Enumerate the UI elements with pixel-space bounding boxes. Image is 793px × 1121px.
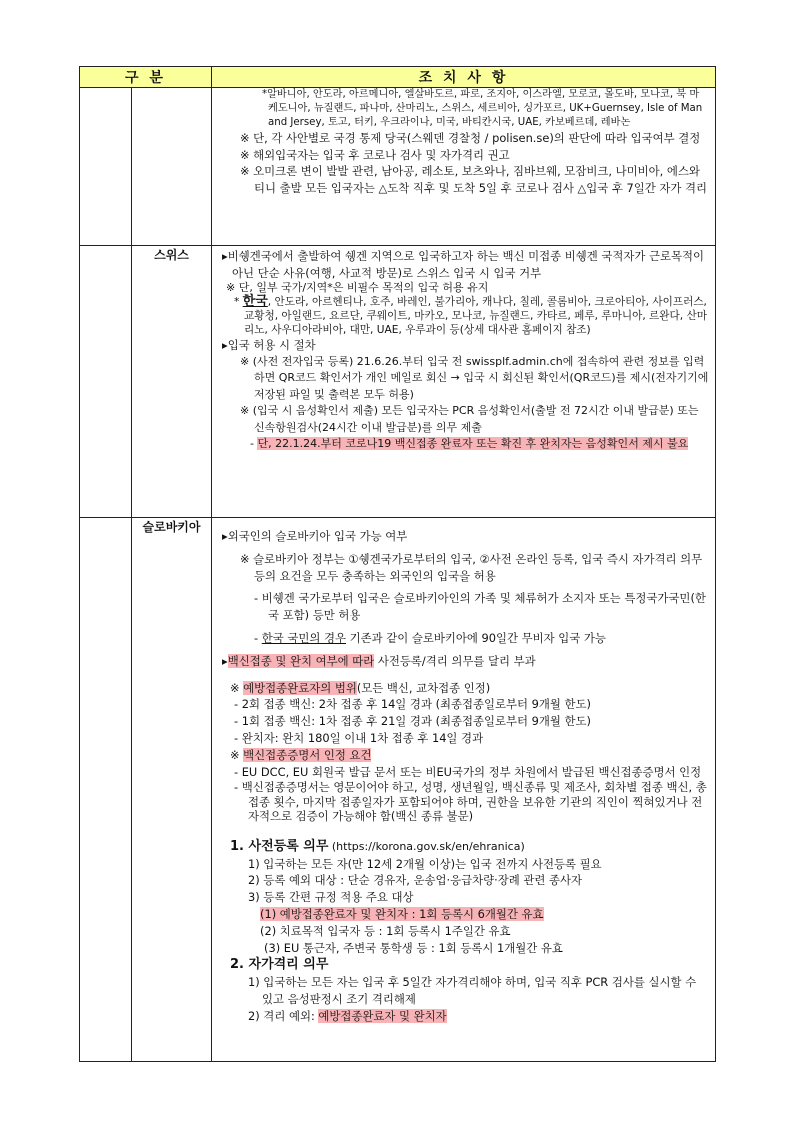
empty-cell — [80, 518, 132, 1062]
dash: - — [254, 630, 262, 645]
asterisk: * — [234, 296, 243, 308]
exception-prefix: 2) 격리 예외: — [248, 1008, 319, 1023]
slovakia-non-schengen: - 비쉥겐 국가로부터 입국은 슬로바키아인의 가족 및 체류허가 소지자 또는 특정국가국민(한국 포함) 등만 허용 — [254, 591, 706, 623]
eu-dcc: - EU DCC, EU 회원국 발급 문서 또는 비EU국가의 정부 차원에서 발급된 백신접종증명서 인정 — [234, 764, 702, 779]
pre-registration-title: 1. 사전등록 의무 — [230, 838, 329, 854]
pre-registration-exceptions: 2) 등록 예외 대상 : 단순 경유자, 운송업·응급차량·장례 관련 종사자 — [248, 873, 583, 888]
two-dose-rule: - 2회 접종 백신: 2차 접종 후 14일 경과 (최종접종일로부터 9개월 한도) — [234, 697, 591, 712]
pre-registration-simple: 3) 등록 간편 규정 적용 주요 대상 — [248, 890, 414, 905]
arrow: ▸ — [222, 653, 228, 668]
measures-cell — [212, 518, 716, 1062]
certificate-requirements — [220, 747, 709, 764]
measures-table — [79, 66, 716, 1062]
quarantine-exception — [220, 1008, 709, 1025]
slovakia-vaccine-obligation — [220, 653, 709, 670]
countries-list: *알바니아, 안도라, 아르메니아, 엘살바도르, 파로, 조지아, 이스라엘, 모로코, 몰도바, 모나코, 북 마케도니아, 뉴질랜드, 파나마, 산마리노, 스위스, 세르비아, 싱가포르, UK+Guernsey, Isle of Man and Jersey, 토고, 터키, 우크라이나, 미국, 바티칸시국, UAE, 카보베르데, 레바논 — [262, 89, 703, 128]
country-switzerland: 스위스 — [132, 246, 212, 518]
swiss-entry-denial: ▸비쉥겐국에서 출발하여 쉥겐 지역으로 입국하고자 하는 백신 미접종 비쉥겐 국적자가 근로목적이 아닌 단순 사유(여행, 사교적 방문)로 스위스 입국 시 입국 거부 — [222, 249, 705, 280]
header-measures: 조 치 사 항 — [212, 67, 716, 88]
swiss-exception: ※ 단, 일부 국가/지역*은 비필수 목적의 입국 허용 유지 — [226, 281, 489, 294]
empty-cell — [80, 246, 132, 518]
table-row — [80, 518, 716, 1062]
quarantine-all: 1) 입국하는 모든 자는 입국 후 5일간 자가격리해야 하며, 입국 직후 PCR 검사를 실시할 수 있고 음성판정시 조기 격리해제 — [248, 975, 697, 1007]
swiss-procedure-title: ▸입국 허용 시 절차 — [222, 338, 316, 352]
note-mark: ※ — [230, 680, 244, 695]
header-category: 구 분 — [80, 67, 212, 88]
simple-commuters: (3) EU 통근자, 주변국 통학생 등 : 1회 등록시 1개월간 유효 — [264, 940, 563, 955]
swiss-negative-test: ※ (입국 시 음성확인서 제출) 모든 입국자는 PCR 음성확인서(출발 전 72시간 이내 발급분) 또는 신속항원검사(24시간 이내 발급분)를 의무 제출 — [240, 404, 699, 434]
simple-vaccinated-highlight: (1) 예방접종완료자 및 완치자 : 1회 등록시 6개월간 유효 — [260, 907, 544, 922]
certificate-requirements-highlight: 백신접종증명서 인정 요건 — [243, 747, 372, 762]
swiss-exemption — [220, 436, 709, 453]
slovakia-entry-conditions: ※ 슬로바키아 정부는 ①쉥겐국가로부터의 입국, ②사전 온라인 등록, 입국 즉시 자가격리 의무 등의 요건을 모두 충족하는 외국인의 입국을 허용 — [240, 551, 703, 583]
country-slovakia: 슬로바키아 — [132, 518, 212, 1062]
swiss-pre-registration: ※ (사전 전자입국 등록) 21.6.26.부터 입국 전 swissplf.admin.ch에 접속하여 관련 정보를 입력하면 QR코드 확인서가 개인 메일로 회신 → 입국 시 회신된 확인서(QR코드)를 제시(전자기기에 저장된 파일 및 출력본 모두 허용) — [240, 354, 709, 401]
certificate-language: - 백신접종증명서는 영문이어야 하고, 성명, 생년월일, 백신종류 및 제조사, 회차별 접종 백신, 총 접종 횟수, 마지막 접종일자가 포함되어야 하며, 권한을 보유한 기관의 직인이 찍혀있거나 전자적으로 검증이 가능해야 함(백신 종류 불문) — [234, 780, 707, 824]
one-dose-rule: - 1회 접종 백신: 1차 접종 후 21일 경과 (최종접종일로부터 9개월 한도) — [234, 714, 591, 729]
simple-vaccinated — [220, 906, 709, 923]
obligation-rest: 사전등록/격리 의무를 달리 부과 — [374, 653, 536, 668]
recovered-rule: - 완치자: 완치 180일 이내 1차 접종 후 14일 경과 — [234, 730, 484, 745]
exception-highlight: 예방접종완료자 및 완치자 — [318, 1008, 447, 1023]
dash: - — [250, 437, 258, 450]
country-cell-empty — [132, 88, 212, 246]
swiss-exemption-highlight: 단, 22.1.24.부터 코로나19 백신접종 완료자 또는 확진 후 완치자는 음성확인서 제시 불요 — [257, 437, 689, 450]
country-list-rest: , 안도라, 아르헨티나, 호주, 바레인, 불가리아, 캐나다, 칠레, 콜롬비아, 크로아티아, 사이프러스, 교황청, 아일랜드, 요르단, 쿠웨이트, 마카오, 모나코, 뉴질랜드, 카타르, 페루, 루마니아, 르완다, 산마리노, 사우디아라비아, 대만, UAE, 우루과이 등(상세 대사관 홈페이지 참조) — [244, 296, 707, 336]
slovakia-korea-visa — [220, 630, 709, 647]
vaccinated-scope-highlight: 예방접종완료자의 범위 — [243, 680, 357, 695]
pre-registration-all: 1) 입국하는 모든 자(만 12세 2개월 이상)는 입국 전까지 사전등록 필요 — [248, 856, 602, 871]
table-row — [80, 246, 716, 518]
vaccinated-scope — [220, 680, 709, 697]
korea-citizens-underline: 한국 국민의 경우 — [261, 630, 346, 645]
measures-cell — [212, 88, 716, 246]
slovakia-entry-title: ▸외국인의 슬로바키아 입국 가능 여부 — [222, 529, 408, 543]
note-omicron: ※ 오미크론 변이 발발 관련, 남아공, 레소토, 보츠와나, 짐바브웨, 모잠비크, 나미비아, 에스와티니 출발 모든 입국자는 △도착 직후 및 도착 5일 후 코로나 검사 △입국 후 7일간 자가 격리 — [240, 164, 708, 195]
note-border-control: ※ 단, 각 사안별로 국경 통제 당국(스웨덴 경찰청 / polisen.se)의 판단에 따라 입국여부 결정 — [240, 131, 701, 145]
section-quarantine — [220, 956, 709, 974]
korea-highlight: 한국 — [242, 294, 268, 309]
note-test-quarantine: ※ 해외입국자는 입국 후 코로나 검사 및 자가격리 권고 — [240, 147, 510, 162]
table-row — [80, 88, 716, 246]
scope-rest: (모든 백신, 교차접종 인정) — [356, 680, 491, 695]
section-pre-registration — [220, 838, 709, 856]
vaccine-status-highlight: 백신접종 및 완치 여부에 따라 — [227, 653, 375, 668]
measures-cell — [212, 246, 716, 518]
swiss-exception-countries — [220, 295, 709, 337]
empty-cell — [80, 88, 132, 246]
pre-registration-url: (https://korona.gov.sk/en/ehranica) — [328, 839, 525, 853]
visa-rest: 기존과 같이 슬로바키아에 90일간 무비자 입국 가능 — [346, 630, 606, 645]
note-mark: ※ — [230, 747, 244, 762]
quarantine-title: 2. 자가격리 의무 — [230, 957, 329, 973]
simple-medical: (2) 치료목적 입국자 등 : 1회 등록시 1주일간 유효 — [260, 923, 511, 938]
